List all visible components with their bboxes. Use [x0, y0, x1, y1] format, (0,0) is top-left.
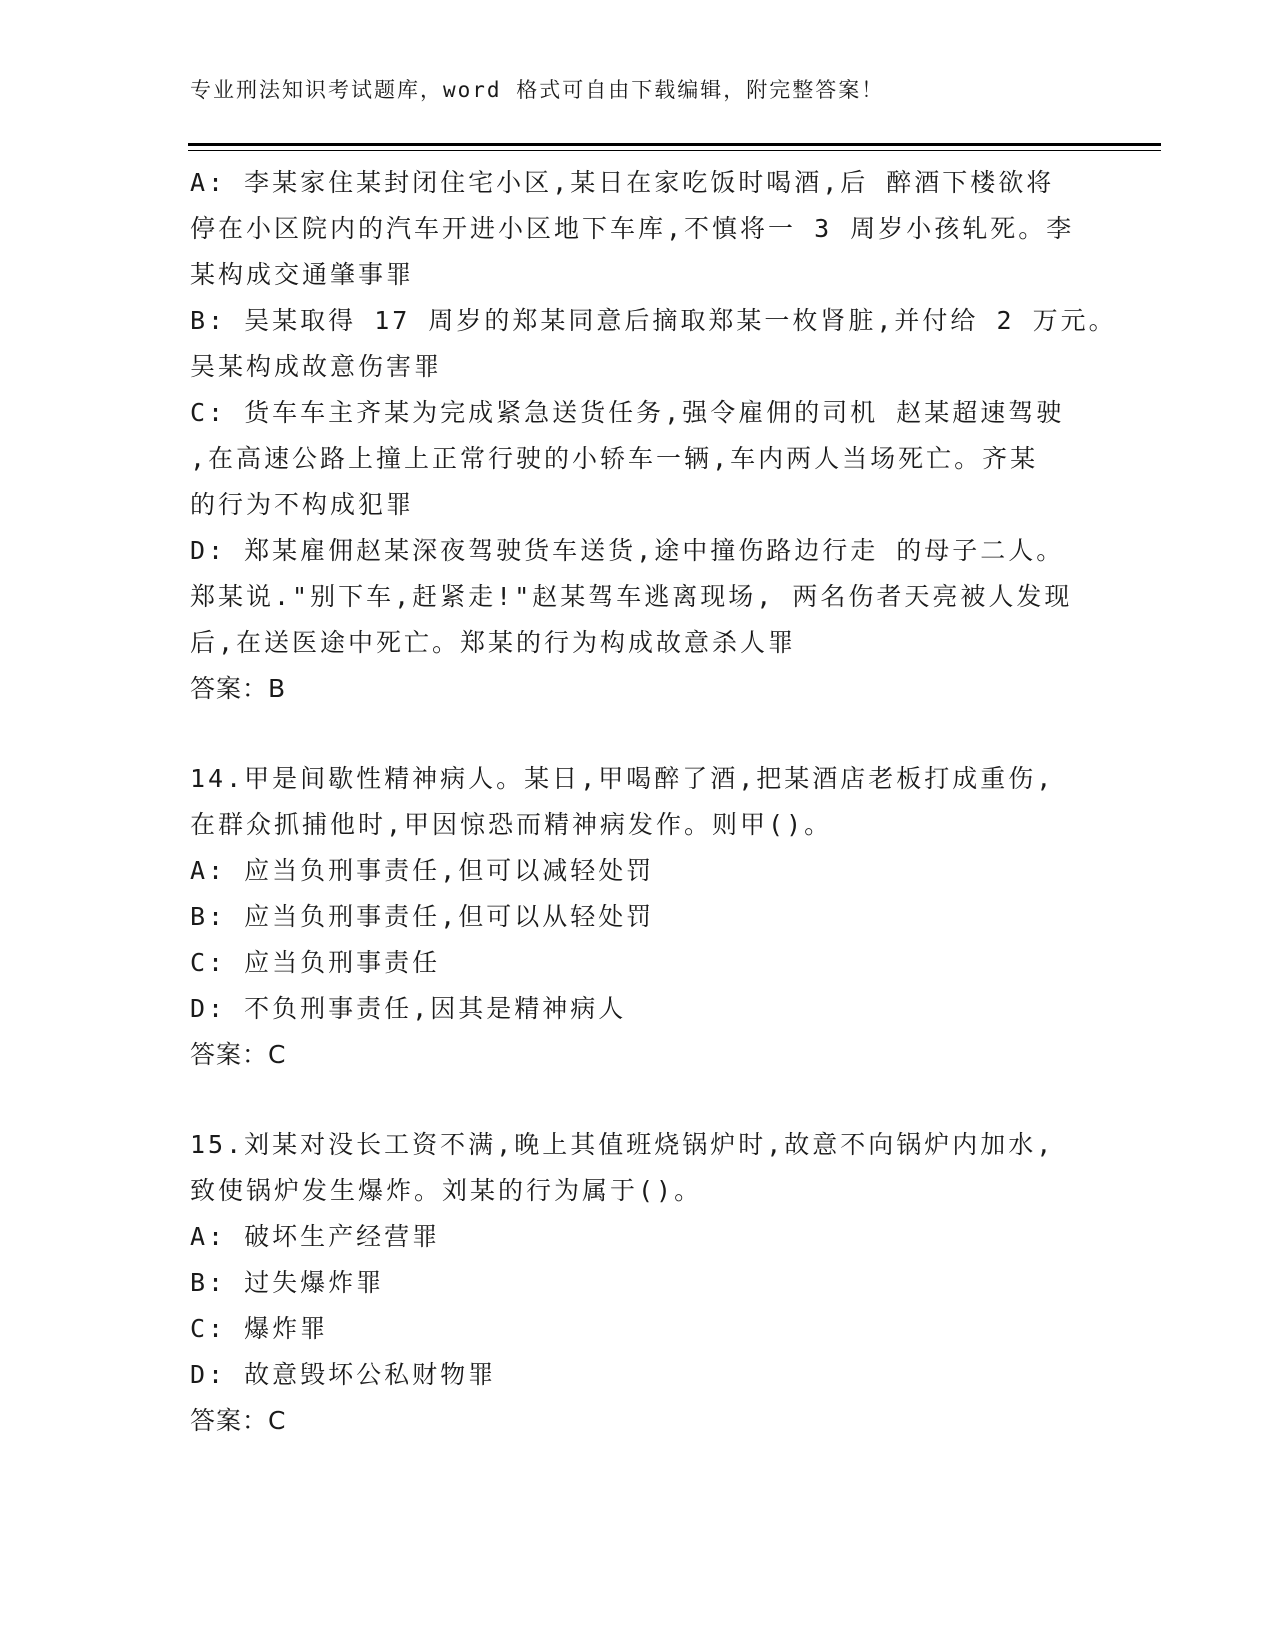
- question-13-options: [190, 160, 1117, 712]
- question-gap: [190, 712, 1090, 756]
- q14-option-d: D: 不负刑事责任,因其是精神病人: [190, 994, 627, 1023]
- q13-option-d-line-3: 后,在送医途中死亡。郑某的行为构成故意杀人罪: [190, 628, 797, 657]
- q13-option-d-line-2: 郑某说."别下车,赶紧走!"赵某驾车逃离现场, 两名伤者天亮被人发现: [190, 582, 1073, 611]
- q13-option-d-line-1: D: 郑某雇佣赵某深夜驾驶货车送货,途中撞伤路边行走 的母子二人。: [190, 536, 1065, 565]
- q14-option-a: A: 应当负刑事责任,但可以减轻处罚: [190, 856, 655, 885]
- q14-option-b: B: 应当负刑事责任,但可以从轻处罚: [190, 902, 655, 931]
- q14-stem-line-2: 在群众抓捕他时,甲因惊恐而精神病发作。则甲()。: [190, 810, 833, 839]
- q13-option-a-line-2: 停在小区院内的汽车开进小区地下车库,不慎将一 3 周岁小孩轧死。李: [190, 214, 1075, 243]
- q14-option-c: C: 应当负刑事责任: [190, 948, 441, 977]
- question-gap: [190, 1078, 1090, 1122]
- q14-answer: 答案：C: [190, 1040, 287, 1069]
- question-14: [190, 756, 1090, 1078]
- q15-option-a: A: 破坏生产经营罪: [190, 1222, 441, 1251]
- header-rule-thin: [188, 150, 1161, 151]
- document-body: [190, 160, 1117, 1444]
- page-header: 专业刑法知识考试题库，word 格式可自由下载编辑，附完整答案！: [190, 78, 885, 102]
- q13-option-b-line-1: B: 吴某取得 17 周岁的郑某同意后摘取郑某一枚肾脏,并付给 2 万元。: [190, 306, 1117, 335]
- q15-option-c: C: 爆炸罪: [190, 1314, 329, 1343]
- q15-stem-line-1: 15.刘某对没长工资不满,晚上其值班烧锅炉时,故意不向锅炉内加水,: [190, 1130, 1055, 1159]
- q13-option-b-line-2: 吴某构成故意伤害罪: [190, 352, 443, 381]
- question-15: [190, 1122, 1090, 1444]
- q15-stem-line-2: 致使锅炉发生爆炸。刘某的行为属于()。: [190, 1176, 703, 1205]
- q13-option-a-line-3: 某构成交通肇事罪: [190, 260, 415, 289]
- q14-stem-line-1: 14.甲是间歇性精神病人。某日,甲喝醉了酒,把某酒店老板打成重伤,: [190, 764, 1055, 793]
- q13-option-a-line-1: A: 李某家住某封闭住宅小区,某日在家吃饭时喝酒,后 醉酒下楼欲将: [190, 168, 1055, 197]
- q15-option-b: B: 过失爆炸罪: [190, 1268, 385, 1297]
- q15-option-d: D: 故意毁坏公私财物罪: [190, 1360, 497, 1389]
- header-rule-thick: [188, 143, 1161, 146]
- q13-answer: 答案：B: [190, 674, 287, 703]
- q13-option-c-line-3: 的行为不构成犯罪: [190, 490, 415, 519]
- q13-option-c-line-2: ,在高速公路上撞上正常行驶的小轿车一辆,车内两人当场死亡。齐某: [190, 444, 1039, 473]
- q15-answer: 答案：C: [190, 1406, 287, 1435]
- q13-option-c-line-1: C: 货车车主齐某为完成紧急送货任务,强令雇佣的司机 赵某超速驾驶: [190, 398, 1065, 427]
